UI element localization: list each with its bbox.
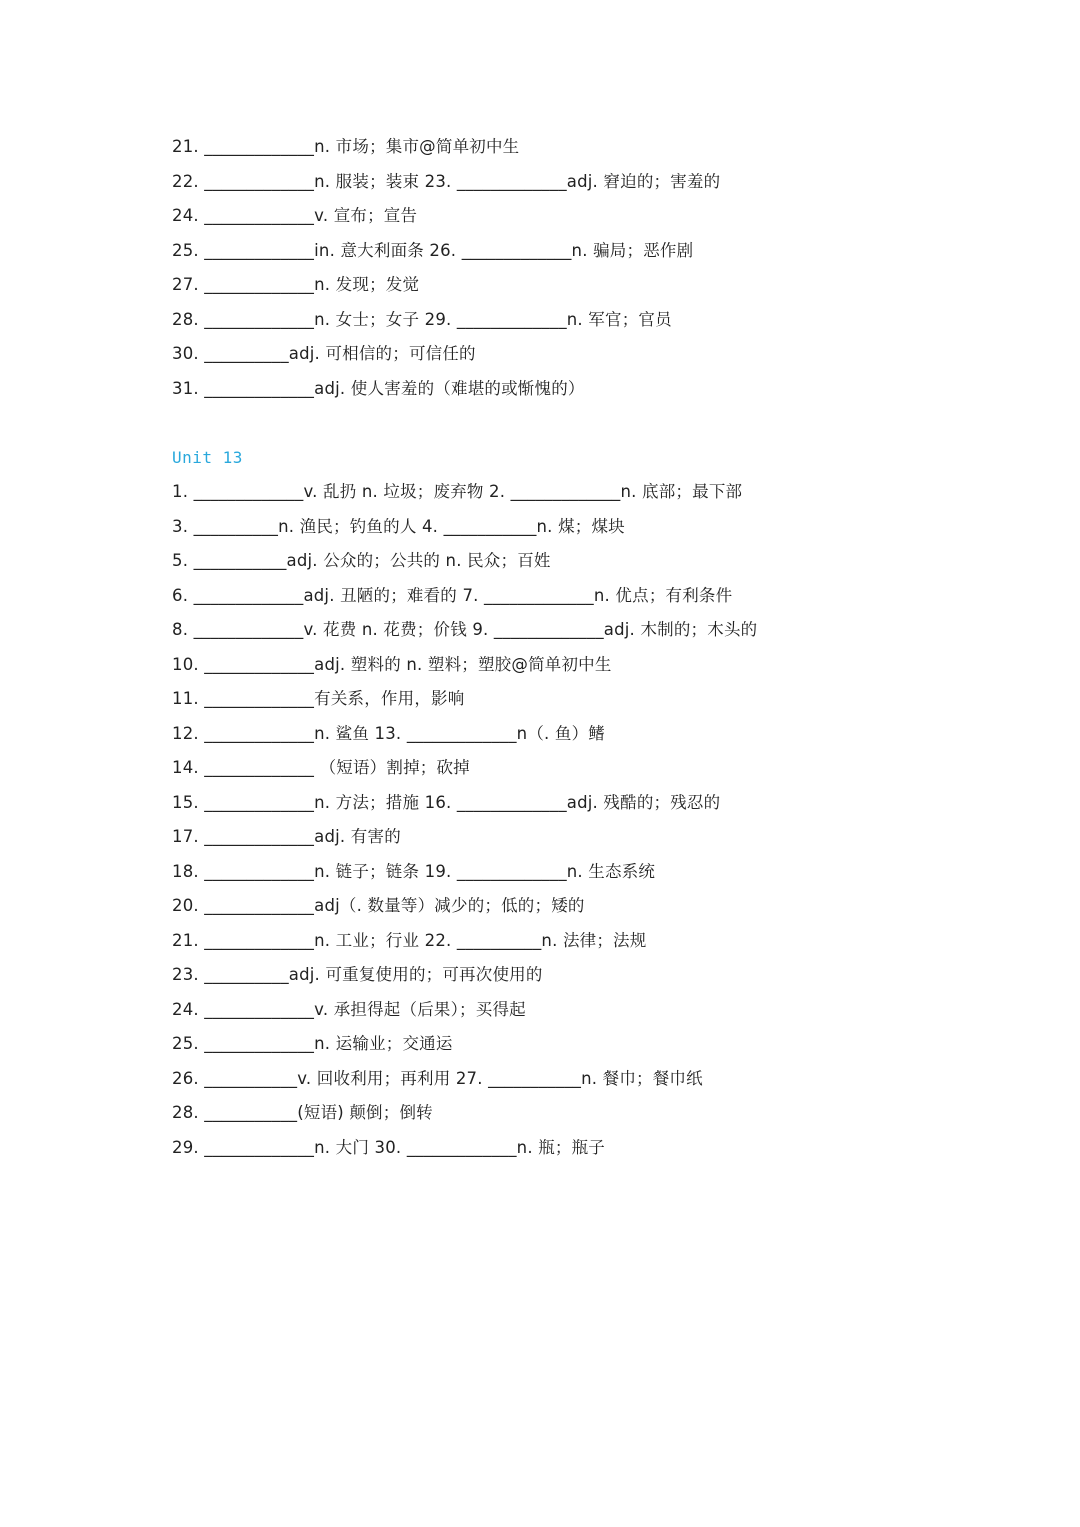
worksheet xyxy=(172,130,1012,1165)
vocab-line-29: 29. _____________n. 大门 30. _____________n. 瓶；瓶子 xyxy=(172,1137,606,1157)
vocab-line-11: 11. _____________有关系，作用，影响 xyxy=(172,689,465,708)
vocab-line-10: 10. _____________adj. 塑料的 n. 塑料；塑胶@简单初中生 xyxy=(172,654,612,674)
vocab-line-28b: 28. ___________(短语) 颠倒；倒转 xyxy=(172,1103,433,1122)
vocab-line-25: 25. _____________in. 意大利面条 26. _____________n. 骗局；恶作剧 xyxy=(172,240,694,260)
vocab-line-23: 23. __________adj. 可重复使用的；可再次使用的 xyxy=(172,965,543,984)
vocab-line-27: 27. _____________n. 发现；发觉 xyxy=(172,275,420,294)
vocab-line-15: 15. _____________n. 方法；措施 16. _____________adj. 残酷的；残忍的 xyxy=(172,792,721,812)
unit-heading: Unit 13 xyxy=(172,447,243,467)
section-spacer xyxy=(172,406,1012,441)
vocab-line-24b: 24. _____________v. 承担得起（后果）；买得起 xyxy=(172,999,526,1019)
vocab-section-unit-13 xyxy=(172,441,1012,1166)
vocab-line-20: 20. _____________adj（. 数量等）减少的；低的；矮的 xyxy=(172,896,585,915)
vocab-line-21b: 21. _____________n. 工业；行业 22. __________n. 法律；法规 xyxy=(172,930,647,950)
vocab-line-18: 18. _____________n. 链子；链条 19. _____________n. 生态系统 xyxy=(172,861,656,881)
vocab-line-28: 28. _____________n. 女士；女子 29. _____________n. 军官；官员 xyxy=(172,309,672,329)
vocab-section-previous xyxy=(172,130,1012,406)
vocab-line-22: 22. _____________n. 服装；装束 23. _____________adj. 窘迫的；害羞的 xyxy=(172,171,721,191)
vocab-line-12: 12. _____________n. 鲨鱼 13. _____________n（. 鱼）鳍 xyxy=(172,723,606,743)
vocab-line-17: 17. _____________adj. 有害的 xyxy=(172,827,401,846)
vocab-line-21: 21. _____________n. 市场；集市@简单初中生 xyxy=(172,137,520,156)
vocab-line-3: 3. __________n. 渔民；钓鱼的人 4. ___________n. 煤；煤块 xyxy=(172,516,625,536)
vocab-line-6: 6. _____________adj. 丑陋的；难看的 7. _____________n. 优点；有利条件 xyxy=(172,585,733,605)
vocab-line-24: 24. _____________v. 宣布；宣告 xyxy=(172,206,418,225)
vocab-line-30: 30. __________adj. 可相信的；可信任的 xyxy=(172,344,476,363)
vocab-line-14: 14. _____________ （短语）割掉；砍掉 xyxy=(172,758,470,777)
vocab-line-8: 8. _____________v. 花费 n. 花费；价钱 9. _____________adj. 木制的；木头的 xyxy=(172,620,758,639)
vocab-line-5: 5. ___________adj. 公众的；公共的 n. 民众；百姓 xyxy=(172,551,551,570)
vocab-line-31: 31. _____________adj. 使人害羞的（难堪的或惭愧的） xyxy=(172,378,585,398)
vocab-line-26: 26. ___________v. 回收利用；再利用 27. ___________n. 餐巾；餐巾纸 xyxy=(172,1068,703,1088)
vocab-line-25b: 25. _____________n. 运输业；交通运 xyxy=(172,1034,453,1053)
vocab-line-1: 1. _____________v. 乱扔 n. 垃圾；废弃物 2. _____________n. 底部；最下部 xyxy=(172,482,743,501)
